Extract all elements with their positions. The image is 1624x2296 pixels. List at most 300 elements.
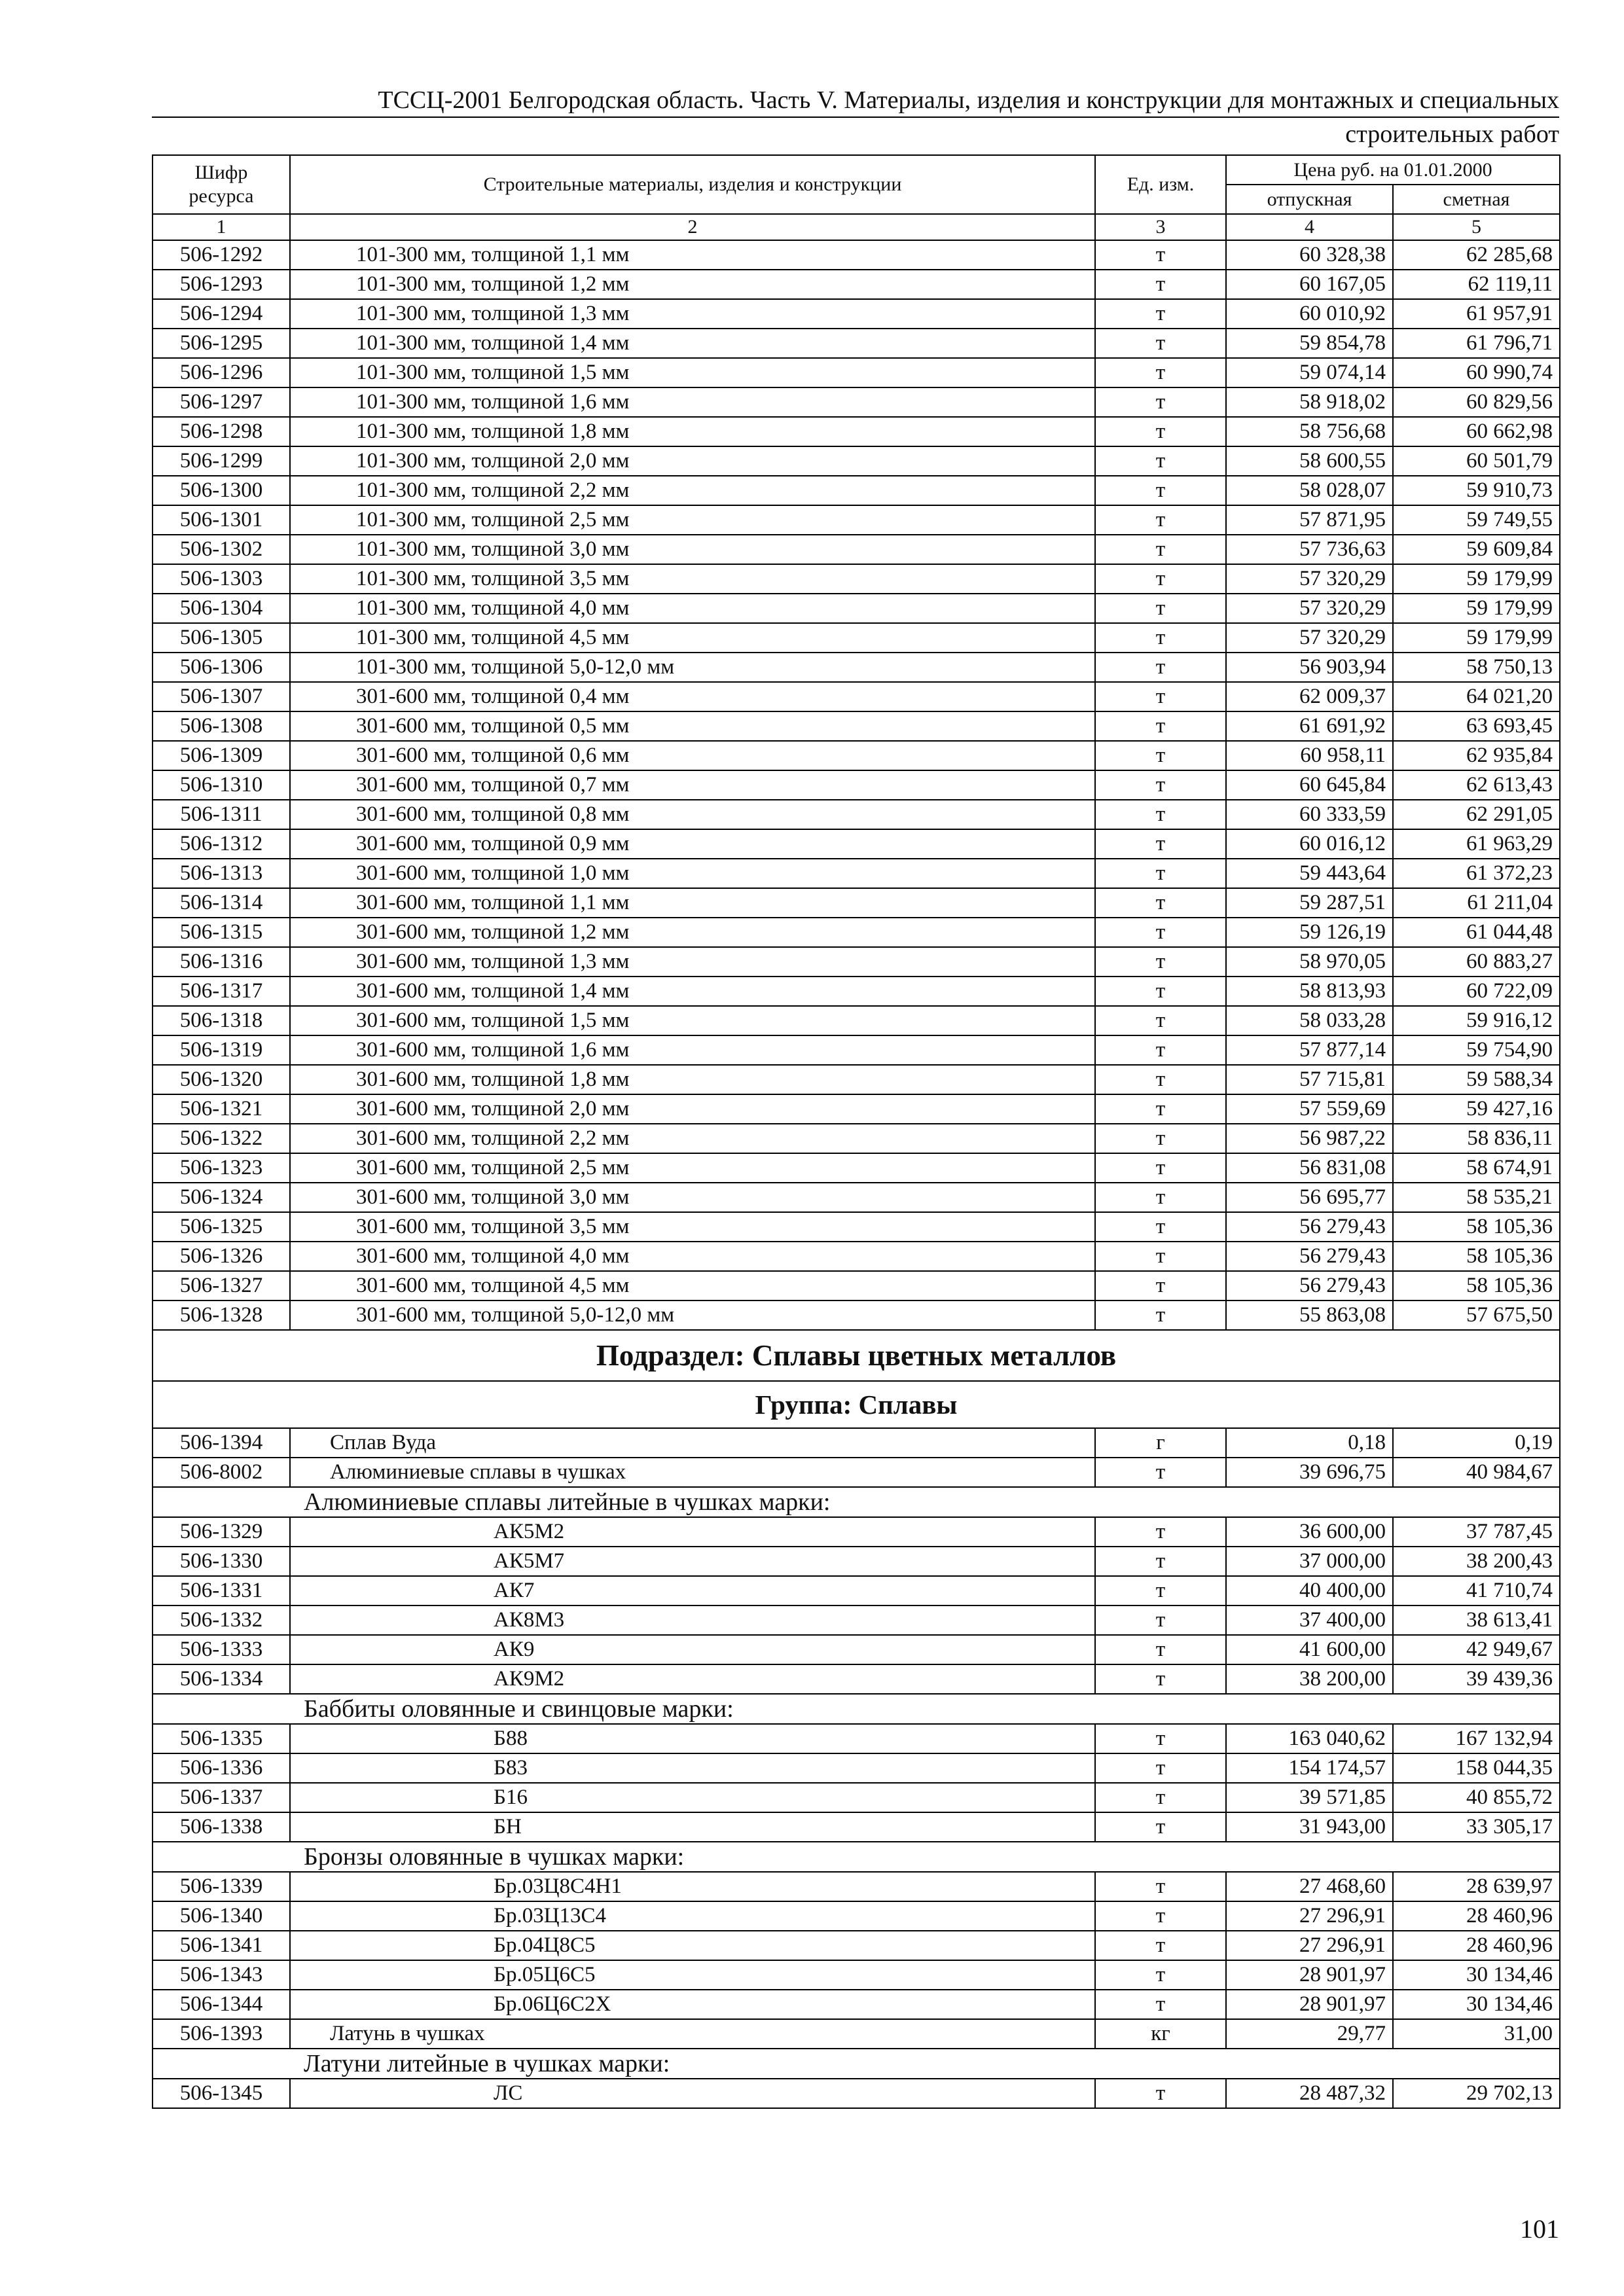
estimate-price: 40 984,67 (1393, 1458, 1560, 1487)
estimate-price: 60 722,09 (1393, 977, 1560, 1006)
estimate-price: 60 662,98 (1393, 417, 1560, 446)
table-row (153, 358, 1560, 387)
unit: т (1095, 1458, 1226, 1487)
resource-code: 506-1325 (153, 1212, 290, 1242)
material-name: АК7 (290, 1576, 1095, 1605)
unit: т (1095, 1153, 1226, 1183)
material-name: 101-300 мм, толщиной 1,2 мм (290, 270, 1095, 299)
material-name: 301-600 мм, толщиной 1,3 мм (290, 947, 1095, 977)
release-price: 59 126,19 (1226, 918, 1393, 947)
material-name: 101-300 мм, толщиной 1,5 мм (290, 358, 1095, 387)
release-price: 57 871,95 (1226, 505, 1393, 535)
release-price: 57 320,29 (1226, 623, 1393, 653)
estimate-price: 62 613,43 (1393, 770, 1560, 800)
resource-code: 506-1310 (153, 770, 290, 800)
release-price: 27 468,60 (1226, 1872, 1393, 1901)
resource-code: 506-1304 (153, 594, 290, 623)
header-title-line1: ТССЦ-2001 Белгородская область. Часть V. Материалы, изделия и конструкции для монтажных и специальных (378, 86, 1559, 114)
table-row (153, 1783, 1560, 1812)
subheading: Бронзы оловянные в чушках марки: (153, 1842, 1560, 1872)
estimate-price: 58 105,36 (1393, 1242, 1560, 1271)
table-header-row-1 (153, 155, 1560, 185)
table-row (153, 594, 1560, 623)
estimate-price: 60 990,74 (1393, 358, 1560, 387)
release-price: 56 903,94 (1226, 653, 1393, 682)
estimate-price: 40 855,72 (1393, 1783, 1560, 1812)
estimate-price: 41 710,74 (1393, 1576, 1560, 1605)
resource-code: 506-1345 (153, 2079, 290, 2108)
release-price: 154 174,57 (1226, 1753, 1393, 1783)
table-row (153, 977, 1560, 1006)
material-name: 301-600 мм, толщиной 1,0 мм (290, 859, 1095, 888)
release-price: 41 600,00 (1226, 1635, 1393, 1664)
release-price: 58 033,28 (1226, 1006, 1393, 1035)
resource-code: 506-1293 (153, 270, 290, 299)
table-row (153, 1183, 1560, 1212)
table-row (153, 564, 1560, 594)
material-name: 301-600 мм, толщиной 3,0 мм (290, 1183, 1095, 1212)
resource-code: 506-1326 (153, 1242, 290, 1271)
unit: г (1095, 1428, 1226, 1458)
table-row (153, 1576, 1560, 1605)
material-name: 301-600 мм, толщиной 4,0 мм (290, 1242, 1095, 1271)
resource-code: 506-1311 (153, 800, 290, 829)
price-table (152, 154, 1561, 2109)
material-name: 101-300 мм, толщиной 4,0 мм (290, 594, 1095, 623)
unit: т (1095, 1724, 1226, 1753)
unit: т (1095, 1990, 1226, 2019)
subheading-row (153, 2049, 1560, 2079)
material-name: 301-600 мм, толщиной 1,4 мм (290, 977, 1095, 1006)
material-name: 101-300 мм, толщиной 1,3 мм (290, 299, 1095, 329)
estimate-price: 29 702,13 (1393, 2079, 1560, 2108)
table-row (153, 1428, 1560, 1458)
estimate-price: 58 535,21 (1393, 1183, 1560, 1212)
unit: т (1095, 770, 1226, 800)
resource-code: 506-1298 (153, 417, 290, 446)
unit: т (1095, 623, 1226, 653)
release-price: 58 970,05 (1226, 947, 1393, 977)
material-name: 301-600 мм, толщиной 0,7 мм (290, 770, 1095, 800)
material-name: АК5М7 (290, 1547, 1095, 1576)
table-row (153, 535, 1560, 564)
unit: т (1095, 977, 1226, 1006)
page-header (152, 84, 1559, 151)
resource-code: 506-1323 (153, 1153, 290, 1183)
estimate-price: 58 836,11 (1393, 1124, 1560, 1153)
material-name: 301-600 мм, толщиной 5,0-12,0 мм (290, 1300, 1095, 1330)
estimate-price: 59 427,16 (1393, 1094, 1560, 1124)
group-title: Группа: Сплавы (153, 1381, 1560, 1428)
unit: т (1095, 1872, 1226, 1901)
release-price: 29,77 (1226, 2019, 1393, 2049)
table-body-headings (153, 1330, 1560, 1428)
estimate-price: 59 179,99 (1393, 594, 1560, 623)
resource-code: 506-1319 (153, 1035, 290, 1065)
resource-code: 506-1313 (153, 859, 290, 888)
resource-code: 506-1335 (153, 1724, 290, 1753)
material-name: 301-600 мм, толщиной 0,8 мм (290, 800, 1095, 829)
resource-code: 506-1317 (153, 977, 290, 1006)
section-title: Подраздел: Сплавы цветных металлов (153, 1330, 1560, 1381)
resource-code: 506-1329 (153, 1517, 290, 1547)
estimate-price: 58 105,36 (1393, 1212, 1560, 1242)
release-price: 27 296,91 (1226, 1931, 1393, 1960)
estimate-price: 30 134,46 (1393, 1960, 1560, 1990)
col-header-estimate: сметная (1393, 185, 1560, 214)
subheading: Латуни литейные в чушках марки: (153, 2049, 1560, 2079)
unit: т (1095, 653, 1226, 682)
estimate-price: 62 291,05 (1393, 800, 1560, 829)
table-row (153, 1931, 1560, 1960)
resource-code: 506-1339 (153, 1872, 290, 1901)
unit: т (1095, 947, 1226, 977)
estimate-price: 60 829,56 (1393, 387, 1560, 417)
table-row (153, 1812, 1560, 1842)
page-number: 101 (1520, 2214, 1559, 2244)
material-name: 301-600 мм, толщиной 1,8 мм (290, 1065, 1095, 1094)
table-row (153, 711, 1560, 741)
resource-code: 506-1344 (153, 1990, 290, 2019)
estimate-price: 63 693,45 (1393, 711, 1560, 741)
resource-code: 506-1292 (153, 240, 290, 270)
unit: т (1095, 1960, 1226, 1990)
unit: т (1095, 741, 1226, 770)
resource-code: 506-1330 (153, 1547, 290, 1576)
col-header-unit: Ед. изм. (1095, 155, 1226, 214)
table-row (153, 1271, 1560, 1300)
release-price: 62 009,37 (1226, 682, 1393, 711)
estimate-price: 39 439,36 (1393, 1664, 1560, 1694)
resource-code: 506-1305 (153, 623, 290, 653)
unit: т (1095, 505, 1226, 535)
estimate-price: 60 883,27 (1393, 947, 1560, 977)
unit: т (1095, 888, 1226, 918)
unit: т (1095, 1576, 1226, 1605)
material-name: АК9 (290, 1635, 1095, 1664)
table-row (153, 1212, 1560, 1242)
material-name: 101-300 мм, толщиной 5,0-12,0 мм (290, 653, 1095, 682)
resource-code: 506-1295 (153, 329, 290, 358)
table-row (153, 2079, 1560, 2108)
release-price: 57 320,29 (1226, 594, 1393, 623)
unit: т (1095, 358, 1226, 387)
table-row (153, 888, 1560, 918)
release-price: 57 559,69 (1226, 1094, 1393, 1124)
unit: т (1095, 240, 1226, 270)
subheading-row (153, 1694, 1560, 1724)
subheading-row (153, 1487, 1560, 1517)
resource-code: 506-1306 (153, 653, 290, 682)
header-title-line2: строительных работ (1345, 120, 1559, 148)
resource-code: 506-1338 (153, 1812, 290, 1842)
release-price: 58 028,07 (1226, 476, 1393, 505)
estimate-price: 38 613,41 (1393, 1605, 1560, 1635)
material-name: 301-600 мм, толщиной 2,5 мм (290, 1153, 1095, 1183)
col-header-price: Цена руб. на 01.01.2000 (1226, 155, 1560, 185)
estimate-price: 167 132,94 (1393, 1724, 1560, 1753)
table-row (153, 1664, 1560, 1694)
release-price: 56 279,43 (1226, 1242, 1393, 1271)
unit: т (1095, 329, 1226, 358)
unit: т (1095, 1664, 1226, 1694)
estimate-price: 158 044,35 (1393, 1753, 1560, 1783)
unit: т (1095, 594, 1226, 623)
material-name: 301-600 мм, толщиной 1,2 мм (290, 918, 1095, 947)
release-price: 56 831,08 (1226, 1153, 1393, 1183)
resource-code: 506-1394 (153, 1428, 290, 1458)
material-name: АК5М2 (290, 1517, 1095, 1547)
unit: т (1095, 2079, 1226, 2108)
unit: т (1095, 1183, 1226, 1212)
unit: т (1095, 1124, 1226, 1153)
release-price: 57 736,63 (1226, 535, 1393, 564)
release-price: 57 320,29 (1226, 564, 1393, 594)
column-index: 4 (1226, 214, 1393, 240)
estimate-price: 60 501,79 (1393, 446, 1560, 476)
resource-code: 506-1327 (153, 1271, 290, 1300)
release-price: 27 296,91 (1226, 1901, 1393, 1931)
resource-code: 506-1336 (153, 1753, 290, 1783)
material-name: Бр.03Ц13С4 (290, 1901, 1095, 1931)
estimate-price: 59 609,84 (1393, 535, 1560, 564)
material-name: Бр.05Ц6С5 (290, 1960, 1095, 1990)
estimate-price: 61 957,91 (1393, 299, 1560, 329)
release-price: 28 901,97 (1226, 1960, 1393, 1990)
resource-code: 506-1332 (153, 1605, 290, 1635)
material-name: Бр.04Ц8С5 (290, 1931, 1095, 1960)
table-row (153, 1065, 1560, 1094)
unit: т (1095, 1812, 1226, 1842)
material-name: Бр.03Ц8С4Н1 (290, 1872, 1095, 1901)
unit: т (1095, 859, 1226, 888)
estimate-price: 58 105,36 (1393, 1271, 1560, 1300)
table-row (153, 1901, 1560, 1931)
resource-code: 506-1308 (153, 711, 290, 741)
unit: т (1095, 1271, 1226, 1300)
material-name: Б88 (290, 1724, 1095, 1753)
release-price: 60 010,92 (1226, 299, 1393, 329)
release-price: 59 443,64 (1226, 859, 1393, 888)
unit: т (1095, 1212, 1226, 1242)
resource-code: 506-1300 (153, 476, 290, 505)
table-row (153, 1605, 1560, 1635)
material-name: 101-300 мм, толщиной 3,5 мм (290, 564, 1095, 594)
unit: т (1095, 682, 1226, 711)
material-name: 301-600 мм, толщиной 1,5 мм (290, 1006, 1095, 1035)
table-row (153, 682, 1560, 711)
release-price: 58 600,55 (1226, 446, 1393, 476)
estimate-price: 62 285,68 (1393, 240, 1560, 270)
release-price: 57 877,14 (1226, 1035, 1393, 1065)
release-price: 37 000,00 (1226, 1547, 1393, 1576)
col-header-name: Строительные материалы, изделия и конструкции (290, 155, 1095, 214)
resource-code: 506-1318 (153, 1006, 290, 1035)
subheading: Баббиты оловянные и свинцовые марки: (153, 1694, 1560, 1724)
estimate-price: 61 796,71 (1393, 329, 1560, 358)
unit: т (1095, 446, 1226, 476)
unit: т (1095, 711, 1226, 741)
release-price: 28 901,97 (1226, 1990, 1393, 2019)
table-row (153, 505, 1560, 535)
estimate-price: 42 949,67 (1393, 1635, 1560, 1664)
table-row (153, 476, 1560, 505)
estimate-price: 37 787,45 (1393, 1517, 1560, 1547)
release-price: 56 695,77 (1226, 1183, 1393, 1212)
unit: т (1095, 387, 1226, 417)
table-row (153, 1242, 1560, 1271)
material-name: 101-300 мм, толщиной 1,4 мм (290, 329, 1095, 358)
estimate-price: 62 119,11 (1393, 270, 1560, 299)
table-row (153, 299, 1560, 329)
unit: кг (1095, 2019, 1226, 2049)
estimate-price: 61 372,23 (1393, 859, 1560, 888)
unit: т (1095, 1901, 1226, 1931)
release-price: 59 287,51 (1226, 888, 1393, 918)
material-name: 301-600 мм, толщиной 1,6 мм (290, 1035, 1095, 1065)
release-price: 56 279,43 (1226, 1271, 1393, 1300)
material-name: 301-600 мм, толщиной 1,1 мм (290, 888, 1095, 918)
material-name: БН (290, 1812, 1095, 1842)
resource-code: 506-1334 (153, 1664, 290, 1694)
release-price: 60 958,11 (1226, 741, 1393, 770)
subheading-row (153, 1842, 1560, 1872)
unit: т (1095, 476, 1226, 505)
column-index: 3 (1095, 214, 1226, 240)
material-name: 301-600 мм, толщиной 3,5 мм (290, 1212, 1095, 1242)
estimate-price: 59 749,55 (1393, 505, 1560, 535)
resource-code: 506-1340 (153, 1901, 290, 1931)
resource-code: 506-1343 (153, 1960, 290, 1990)
table-body-alloys (153, 1428, 1560, 2108)
resource-code: 506-1324 (153, 1183, 290, 1212)
resource-code: 506-1312 (153, 829, 290, 859)
table-row (153, 653, 1560, 682)
unit: т (1095, 1517, 1226, 1547)
unit: т (1095, 1931, 1226, 1960)
material-name: 101-300 мм, толщиной 1,1 мм (290, 240, 1095, 270)
material-name: Б83 (290, 1753, 1095, 1783)
material-name: АК9М2 (290, 1664, 1095, 1694)
unit: т (1095, 1035, 1226, 1065)
release-price: 163 040,62 (1226, 1724, 1393, 1753)
material-name: 301-600 мм, толщиной 0,9 мм (290, 829, 1095, 859)
column-index: 2 (290, 214, 1095, 240)
estimate-price: 33 305,17 (1393, 1812, 1560, 1842)
table-row (153, 240, 1560, 270)
release-price: 28 487,32 (1226, 2079, 1393, 2108)
section-row (153, 1330, 1560, 1381)
resource-code: 506-1341 (153, 1931, 290, 1960)
resource-code: 506-1309 (153, 741, 290, 770)
resource-code: 506-1337 (153, 1783, 290, 1812)
resource-code: 506-1301 (153, 505, 290, 535)
subheading: Алюминиевые сплавы литейные в чушках марки: (153, 1487, 1560, 1517)
unit: т (1095, 1547, 1226, 1576)
resource-code: 506-1393 (153, 2019, 290, 2049)
release-price: 60 333,59 (1226, 800, 1393, 829)
unit: т (1095, 1635, 1226, 1664)
material-name: 101-300 мм, толщиной 2,0 мм (290, 446, 1095, 476)
material-name: 301-600 мм, толщиной 2,2 мм (290, 1124, 1095, 1153)
release-price: 38 200,00 (1226, 1664, 1393, 1694)
table-body-steel (153, 240, 1560, 1330)
estimate-price: 28 639,97 (1393, 1872, 1560, 1901)
column-index: 1 (153, 214, 290, 240)
table-row (153, 1990, 1560, 2019)
resource-code: 506-1333 (153, 1635, 290, 1664)
resource-code: 506-1307 (153, 682, 290, 711)
material-name: 101-300 мм, толщиной 3,0 мм (290, 535, 1095, 564)
unit: т (1095, 829, 1226, 859)
resource-code: 506-1297 (153, 387, 290, 417)
table-row (153, 1724, 1560, 1753)
col-header-code: Шифр ресурса (153, 155, 290, 214)
unit: т (1095, 535, 1226, 564)
resource-code: 506-1328 (153, 1300, 290, 1330)
material-name: Латунь в чушках (290, 2019, 1095, 2049)
estimate-price: 59 179,99 (1393, 623, 1560, 653)
table-row (153, 2019, 1560, 2049)
release-price: 58 756,68 (1226, 417, 1393, 446)
table-row (153, 1547, 1560, 1576)
release-price: 55 863,08 (1226, 1300, 1393, 1330)
table-row (153, 1035, 1560, 1065)
release-price: 39 571,85 (1226, 1783, 1393, 1812)
unit: т (1095, 564, 1226, 594)
estimate-price: 59 754,90 (1393, 1035, 1560, 1065)
unit: т (1095, 270, 1226, 299)
table-row (153, 1753, 1560, 1783)
table-row (153, 1124, 1560, 1153)
resource-code: 506-1299 (153, 446, 290, 476)
table-row (153, 1300, 1560, 1330)
table-row (153, 417, 1560, 446)
resource-code: 506-8002 (153, 1458, 290, 1487)
release-price: 58 918,02 (1226, 387, 1393, 417)
table-row (153, 829, 1560, 859)
table-row (153, 1458, 1560, 1487)
resource-code: 506-1303 (153, 564, 290, 594)
resource-code: 506-1296 (153, 358, 290, 387)
release-price: 59 074,14 (1226, 358, 1393, 387)
table-row (153, 623, 1560, 653)
group-row (153, 1381, 1560, 1428)
material-name: 101-300 мм, толщиной 1,6 мм (290, 387, 1095, 417)
release-price: 36 600,00 (1226, 1517, 1393, 1547)
table-row (153, 918, 1560, 947)
resource-code: 506-1321 (153, 1094, 290, 1124)
release-price: 37 400,00 (1226, 1605, 1393, 1635)
estimate-price: 59 588,34 (1393, 1065, 1560, 1094)
estimate-price: 61 044,48 (1393, 918, 1560, 947)
release-price: 40 400,00 (1226, 1576, 1393, 1605)
material-name: ЛС (290, 2079, 1095, 2108)
unit: т (1095, 1242, 1226, 1271)
release-price: 39 696,75 (1226, 1458, 1393, 1487)
resource-code: 506-1315 (153, 918, 290, 947)
column-index-row (153, 214, 1560, 240)
unit: т (1095, 1065, 1226, 1094)
table-row (153, 800, 1560, 829)
resource-code: 506-1302 (153, 535, 290, 564)
table-row (153, 770, 1560, 800)
material-name: Сплав Вуда (290, 1428, 1095, 1458)
material-name: 301-600 мм, толщиной 0,6 мм (290, 741, 1095, 770)
table-row (153, 1635, 1560, 1664)
material-name: 101-300 мм, толщиной 2,2 мм (290, 476, 1095, 505)
unit: т (1095, 299, 1226, 329)
